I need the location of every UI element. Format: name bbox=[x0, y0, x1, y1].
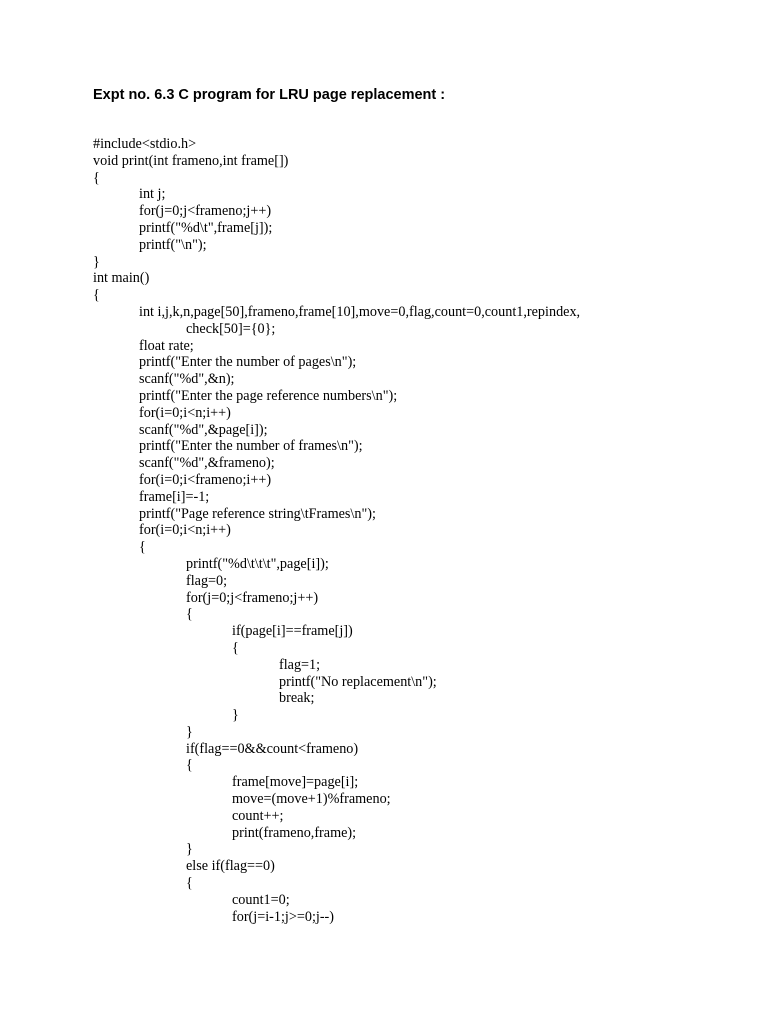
code-block bbox=[93, 136, 753, 925]
code-line: } bbox=[186, 841, 193, 858]
code-line: frame[move]=page[i]; bbox=[232, 774, 359, 791]
code-line: else if(flag==0) bbox=[186, 858, 275, 875]
code-line: for(i=0;i<n;i++) bbox=[139, 404, 231, 421]
code-line: for(i=0;i<n;i++) bbox=[139, 522, 231, 539]
code-line: for(j=i-1;j>=0;j--) bbox=[232, 908, 335, 925]
code-line: printf("Enter the page reference numbers\n"); bbox=[139, 387, 398, 404]
code-line: scanf("%d",&frameno); bbox=[139, 455, 275, 472]
code-line: move=(move+1)%frameno; bbox=[232, 791, 391, 808]
code-line: { bbox=[93, 169, 100, 186]
code-line: printf("Enter the number of frames\n"); bbox=[139, 438, 363, 455]
code-line: print(frameno,frame); bbox=[232, 824, 357, 841]
code-line: printf("Page reference string\tFrames\n"); bbox=[139, 505, 376, 522]
code-line: printf("No replacement\n"); bbox=[279, 673, 437, 690]
code-line: { bbox=[93, 287, 100, 304]
code-line: scanf("%d",&page[i]); bbox=[139, 421, 268, 438]
code-line: flag=1; bbox=[279, 656, 321, 673]
code-line: int i,j,k,n,page[50],frameno,frame[10],move=0,flag,count=0,count1,repindex, bbox=[139, 303, 581, 320]
code-line: if(page[i]==frame[j]) bbox=[232, 623, 353, 640]
code-line: check[50]={0}; bbox=[186, 320, 276, 337]
code-line: break; bbox=[279, 690, 315, 707]
code-line: int main() bbox=[93, 270, 150, 287]
code-line: count++; bbox=[232, 807, 284, 824]
code-line: flag=0; bbox=[186, 572, 228, 589]
code-line: { bbox=[186, 606, 193, 623]
code-line: for(j=0;j<frameno;j++) bbox=[139, 203, 272, 220]
code-line: count1=0; bbox=[232, 891, 290, 908]
code-line: float rate; bbox=[139, 337, 194, 354]
code-line: } bbox=[186, 723, 193, 740]
code-line: if(flag==0&&count<frameno) bbox=[186, 740, 359, 757]
code-line: frame[i]=-1; bbox=[139, 488, 210, 505]
code-line: printf("Enter the number of pages\n"); bbox=[139, 354, 357, 371]
code-line: } bbox=[232, 707, 239, 724]
code-line: for(i=0;i<frameno;i++) bbox=[139, 471, 272, 488]
code-line: { bbox=[186, 757, 193, 774]
code-line: printf("%d\t",frame[j]); bbox=[139, 219, 273, 236]
code-line: printf("%d\t\t\t",page[i]); bbox=[186, 555, 329, 572]
code-line: for(j=0;j<frameno;j++) bbox=[186, 589, 319, 606]
code-line: int j; bbox=[139, 186, 166, 203]
code-line: scanf("%d",&n); bbox=[139, 371, 235, 388]
code-line: void print(int frameno,int frame[]) bbox=[93, 152, 289, 169]
code-line: { bbox=[232, 639, 239, 656]
code-line: { bbox=[139, 539, 146, 556]
code-line: printf("\n"); bbox=[139, 236, 207, 253]
page-title: Expt no. 6.3 C program for LRU page replacement : bbox=[93, 87, 446, 103]
code-line: #include<stdio.h> bbox=[93, 136, 197, 152]
code-line: { bbox=[186, 875, 193, 892]
code-line: } bbox=[93, 253, 100, 270]
